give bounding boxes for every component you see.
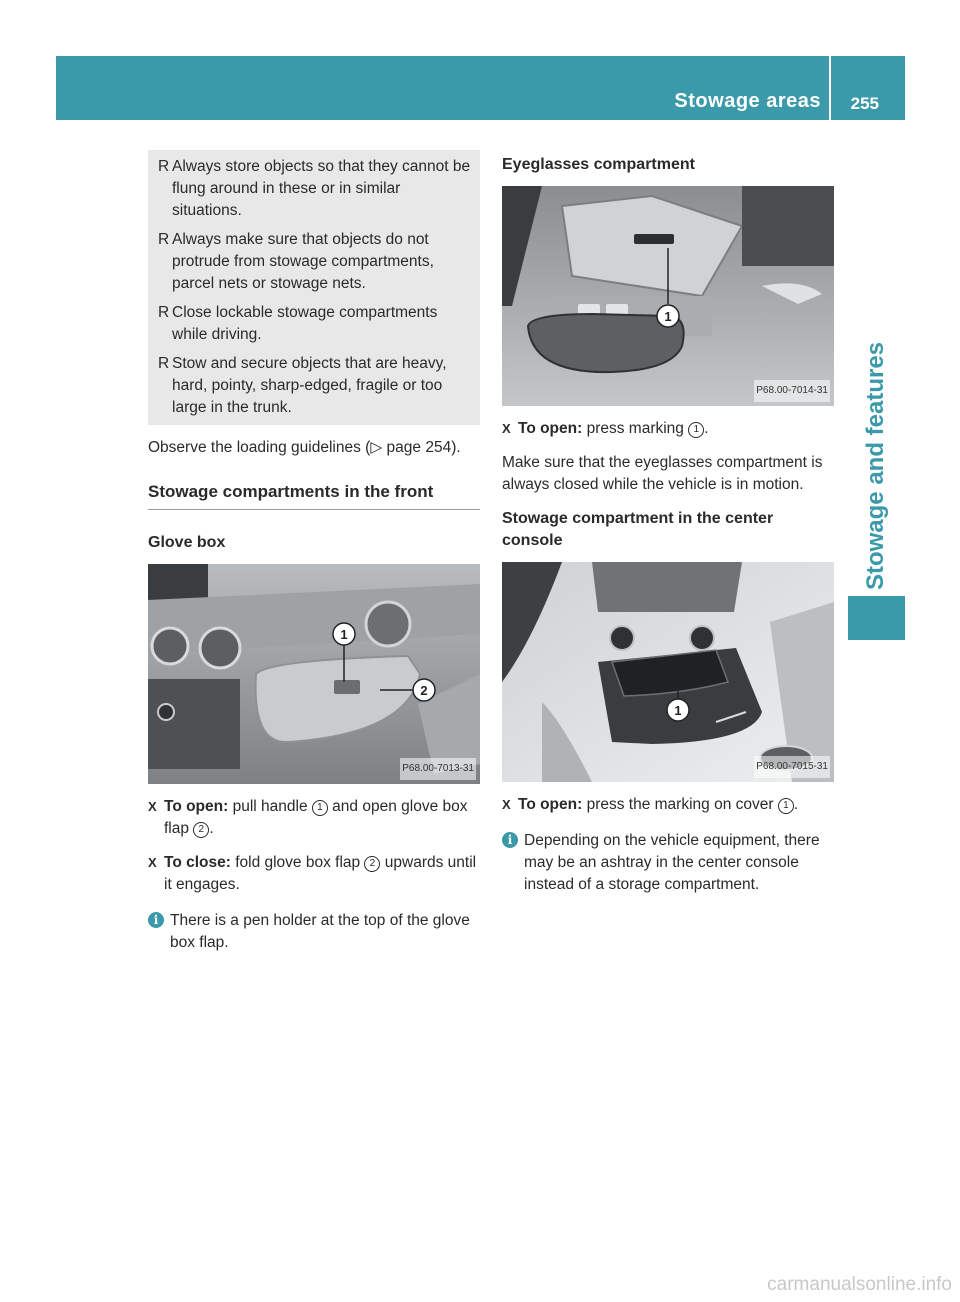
page-header xyxy=(56,56,905,120)
page-reference-icon: ▷ xyxy=(370,439,383,456)
warning-bullet xyxy=(158,156,472,222)
info-text: Depending on the vehicle equipment, there may be an ashtray in the center console instead of a storage compartment. xyxy=(524,832,820,893)
center-console-open-step: X To open: press the marking on cover 1 . xyxy=(502,794,834,816)
right-column xyxy=(502,150,834,896)
step-arrow-icon: X xyxy=(502,797,511,812)
step-arrow-icon: X xyxy=(148,855,157,870)
loading-guidelines-note: Observe the loading guidelines (▷ page 254). xyxy=(148,439,461,456)
eyeglasses-figure xyxy=(502,186,834,406)
center-console-figure xyxy=(502,562,834,782)
left-column xyxy=(148,150,480,954)
glove-box-open-step: X To open: pull handle 1 and open glove box flap 2 . xyxy=(148,798,468,837)
step-label: To close: xyxy=(164,854,231,871)
warning-bullet xyxy=(158,353,472,419)
section-title: Stowage areas xyxy=(674,90,821,112)
glove-box-close-step: X To close: fold glove box flap 2 upwards until it engages. xyxy=(148,854,477,893)
info-icon: i xyxy=(148,912,164,928)
bullet-text: Stow and secure objects that are heavy, hard, pointy, sharp-edged, fragile or too large in the trunk. xyxy=(172,355,447,416)
bullet-text: Always make sure that objects do not protrude from stowage compartments, parcel nets or stowage nets. xyxy=(172,231,434,292)
callout-ref-1: 1 xyxy=(312,800,328,816)
callout-1: 1 xyxy=(674,703,682,718)
eyeglasses-note: Make sure that the eyeglasses compartment is always closed while the vehicle is in motion. xyxy=(502,454,823,493)
glove-box-figure xyxy=(148,564,480,784)
callout-ref-2: 2 xyxy=(364,856,380,872)
callout-1: 1 xyxy=(340,627,348,642)
step-label: To open: xyxy=(164,798,229,815)
callout-2: 2 xyxy=(420,683,428,698)
header-divider xyxy=(829,56,831,120)
callout-ref-1: 1 xyxy=(778,798,794,814)
bullet-icon: R xyxy=(158,355,170,372)
step-label: To open: xyxy=(518,420,583,437)
side-tab-label: Stowage and features xyxy=(862,341,889,591)
glove-box-heading: Glove box xyxy=(148,534,226,551)
step-arrow-icon: X xyxy=(148,799,157,814)
callout-1: 1 xyxy=(664,309,672,324)
watermark: carmanualsonline.info xyxy=(767,1274,952,1295)
center-console-heading: Stowage compartment in the center console xyxy=(502,510,774,549)
warning-box xyxy=(148,150,480,425)
pen-holder-info xyxy=(148,910,480,954)
bullet-icon: R xyxy=(158,231,170,248)
glove-box-illustration xyxy=(148,564,480,784)
bullet-text: Always store objects so that they cannot be flung around in these or in similar situations. xyxy=(172,158,471,219)
warning-bullet xyxy=(158,302,472,346)
info-text: There is a pen holder at the top of the glove box flap. xyxy=(170,912,470,951)
eyeglasses-open-step: X To open: press marking 1 . xyxy=(502,418,834,440)
center-console-illustration xyxy=(502,562,834,782)
side-tab-marker xyxy=(848,596,905,640)
step-label: To open: xyxy=(518,796,583,813)
callout-ref-2: 2 xyxy=(193,822,209,838)
step-arrow-icon: X xyxy=(502,421,511,436)
figure-code: P68.00-7015-31 xyxy=(754,756,830,778)
figure-code: P68.00-7014-31 xyxy=(754,380,830,402)
ashtray-info xyxy=(502,830,834,896)
info-icon: i xyxy=(502,832,518,848)
eyeglasses-heading: Eyeglasses compartment xyxy=(502,156,695,173)
figure-code: P68.00-7013-31 xyxy=(400,758,476,780)
eyeglasses-illustration xyxy=(502,186,834,406)
callout-ref-1: 1 xyxy=(688,422,704,438)
warning-bullet xyxy=(158,229,472,295)
bullet-icon: R xyxy=(158,158,170,175)
page-number: 255 xyxy=(850,94,879,113)
bullet-icon: R xyxy=(158,304,170,321)
bullet-text: Close lockable stowage compartments while driving. xyxy=(172,304,438,343)
front-section-heading: Stowage compartments in the front xyxy=(148,481,480,510)
